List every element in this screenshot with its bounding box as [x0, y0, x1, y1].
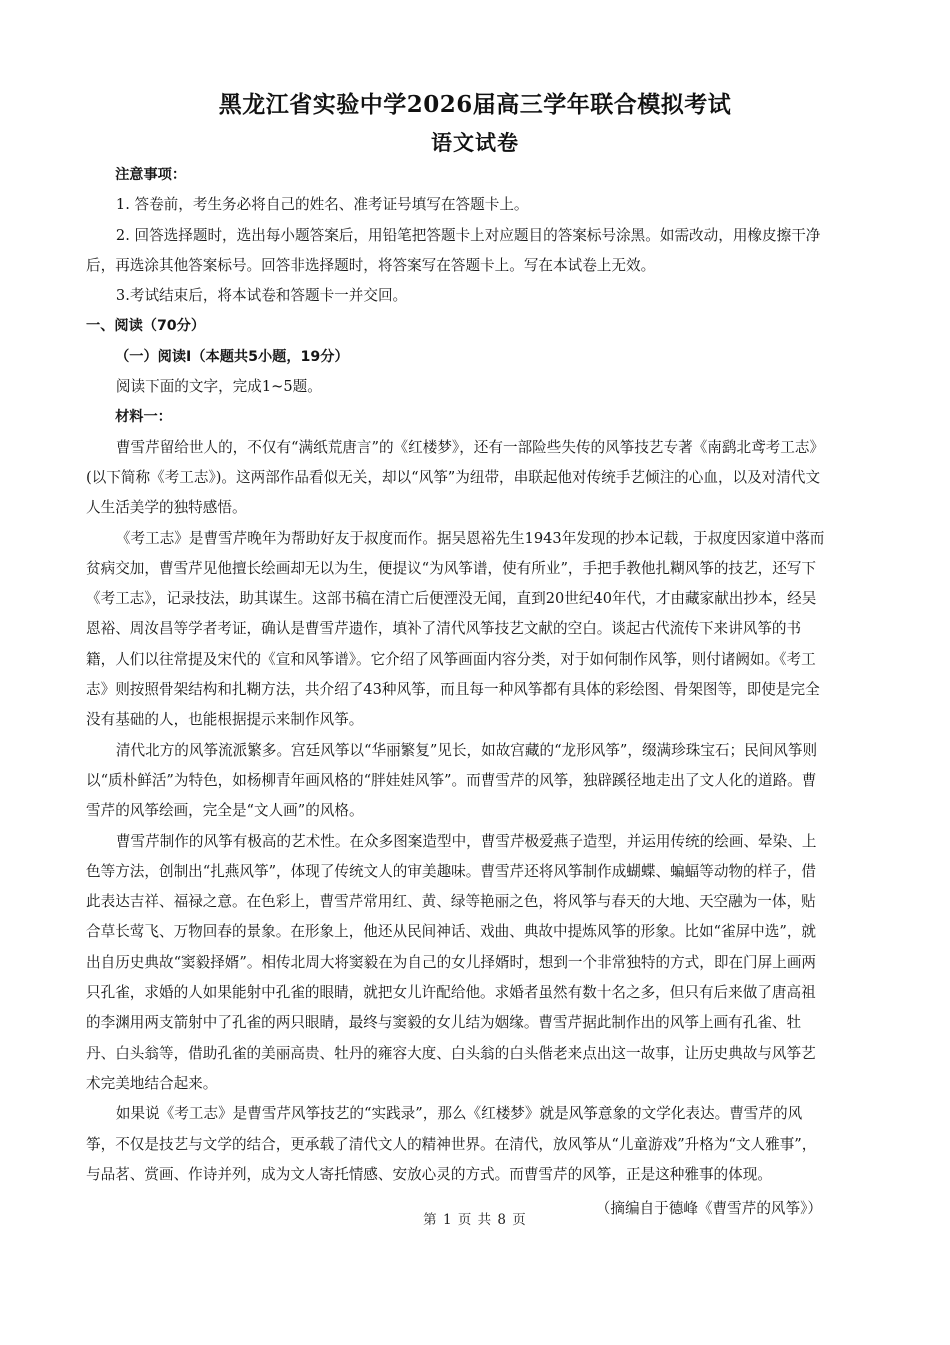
page-number: 第 1 页 共 8 页	[423, 1212, 527, 1228]
material-label: 材料一：	[115, 409, 172, 426]
note-item-1: 1. 答卷前，考生务必将自己的姓名、准考证号填写在答题卡上。	[115, 196, 529, 214]
section-heading: 一、阅读（70分）	[86, 318, 206, 335]
paragraph: 清代北方的风筝流派繁多。宫廷风筝以“华丽繁复”见长，如故宫藏的“龙形风筝”，缀满珍珠宝石；民间风筝则以“质朴鲜活”为特色，如杨柳青年画风格的“胖娃娃风筝”。而曹雪芹的风筝，独辟蹊径地走出了文人化的道路。曹雪芹的风筝绘画，完全是“文人画”的风格。	[86, 741, 818, 820]
paragraph: 曹雪芹留给世人的，不仅有“满纸荒唐言”的《红楼梦》，还有一部险些失传的风筝技艺专著《南鹞北鸢考工志》(以下简称《考工志》)。这两部作品看似无关，却以“风筝”为纽带，串联起他对传统手艺倾注的心血，以及对清代文人生活美学的独特感悟。	[86, 438, 825, 517]
paragraph: 如果说《考工志》是曹雪芹风筝技艺的“实践录”，那么《红楼梦》就是风筝意象的文学化表达。曹雪芹的风筝，不仅是技艺与文学的结合，更承载了清代文人的精神世界。在清代，放风筝从“儿童游戏”升格为“文人雅事”，与品茗、赏画、作诗并列，成为文人寄托情感、安放心灵的方式。而曹雪芹的风筝，正是这种雅事的体现。	[86, 1105, 817, 1183]
exam-title: 黑龙江省实验中学2026届高三学年联合模拟考试	[218, 91, 732, 118]
exam-subtitle: 语文试卷	[431, 130, 519, 155]
reading-instruction: 阅读下面的文字，完成1~5题。	[115, 378, 322, 396]
note-item-2: 2. 回答选择题时，选出每小题答案后，用铅笔把答题卡上对应题目的答案标号涂黑。如需改动，用橡皮擦干净后，再选涂其他答案标号。回答非选择题时，将答案写在答题卡上。写在本试卷上无效。	[86, 226, 821, 274]
exam-body	[86, 160, 828, 1224]
source-citation: （摘编自于德峰《曹雪芹的风筝》）	[595, 1200, 822, 1218]
sub-section-heading: （一）阅读Ⅰ（本题共5小题，19分）	[115, 348, 349, 365]
paragraph: 《考工志》是曹雪芹晚年为帮助好友于叔度而作。据吴恩裕先生1943年发现的抄本记载，于叔度因家道中落而贫病交加，曹雪芹见他擅长绘画却无以为生，便提议“为风筝谱，使有所业”，手把手教他扎糊风筝的技艺，还写下《考工志》，记录技法，助其谋生。这部书稿在清亡后便湮没无闻，直到20世纪40年代，才由藏家献出抄本，经吴恩裕、周汝昌等学者考证，确认是曹雪芹遗作，填补了清代风筝技艺文献的空白。谈起古代流传下来讲风筝的书籍，人们以往常提及宋代的《宣和风筝谱》。它介绍了风筝画面内容分类，对于如何制作风筝，则付诸阙如。《考工志》则按照骨架结构和扎糊方法，共介绍了43种风筝，而且每一种风筝都有具体的彩绘图、骨架图等，即使是完全没有基础的人，也能根据提示来制作风筝。	[86, 529, 825, 729]
paragraph: 曹雪芹制作的风筝有极高的艺术性。在众多图案造型中，曹雪芹极爱燕子造型，并运用传统的绘画、晕染、上色等方法，创制出“扎燕风筝”，体现了传统文人的审美趣味。曹雪芹还将风筝制作成蝴蝶、蝙蝠等动物的样子，借此表达吉祥、福禄之意。在色彩上，曹雪芹常用红、黄、绿等艳丽之色，将风筝与春天的大地、天空融为一体，贴合草长莺飞、万物回春的景象。在形象上，他还从民间神话、戏曲、典故中提炼风筝的形象。比如“雀屏中选”，就出自历史典故“窦毅择婿”。相传北周大将窦毅在为自己的女儿择婿时，想到一个非常独特的方式，即在门屏上画两只孔雀，求婚的人如果能射中孔雀的眼睛，就把女儿许配给他。求婚者虽然有数十名之多，但只有后来做了唐高祖的李渊用两支箭射中了孔雀的两只眼睛，最终与窦毅的女儿结为姻缘。曹雪芹据此制作出的风筝上画有孔雀、牡丹、白头翁等，借助孔雀的美丽高贵、牡丹的雍容大度、白头翁的白头偕老来点出这一故事，让历史典故与风筝艺术完美地结合起来。	[86, 832, 817, 1092]
notes-heading: 注意事项：	[115, 167, 187, 183]
note-item-3: 3.考试结束后，将本试卷和答题卡一并交回。	[115, 287, 408, 305]
